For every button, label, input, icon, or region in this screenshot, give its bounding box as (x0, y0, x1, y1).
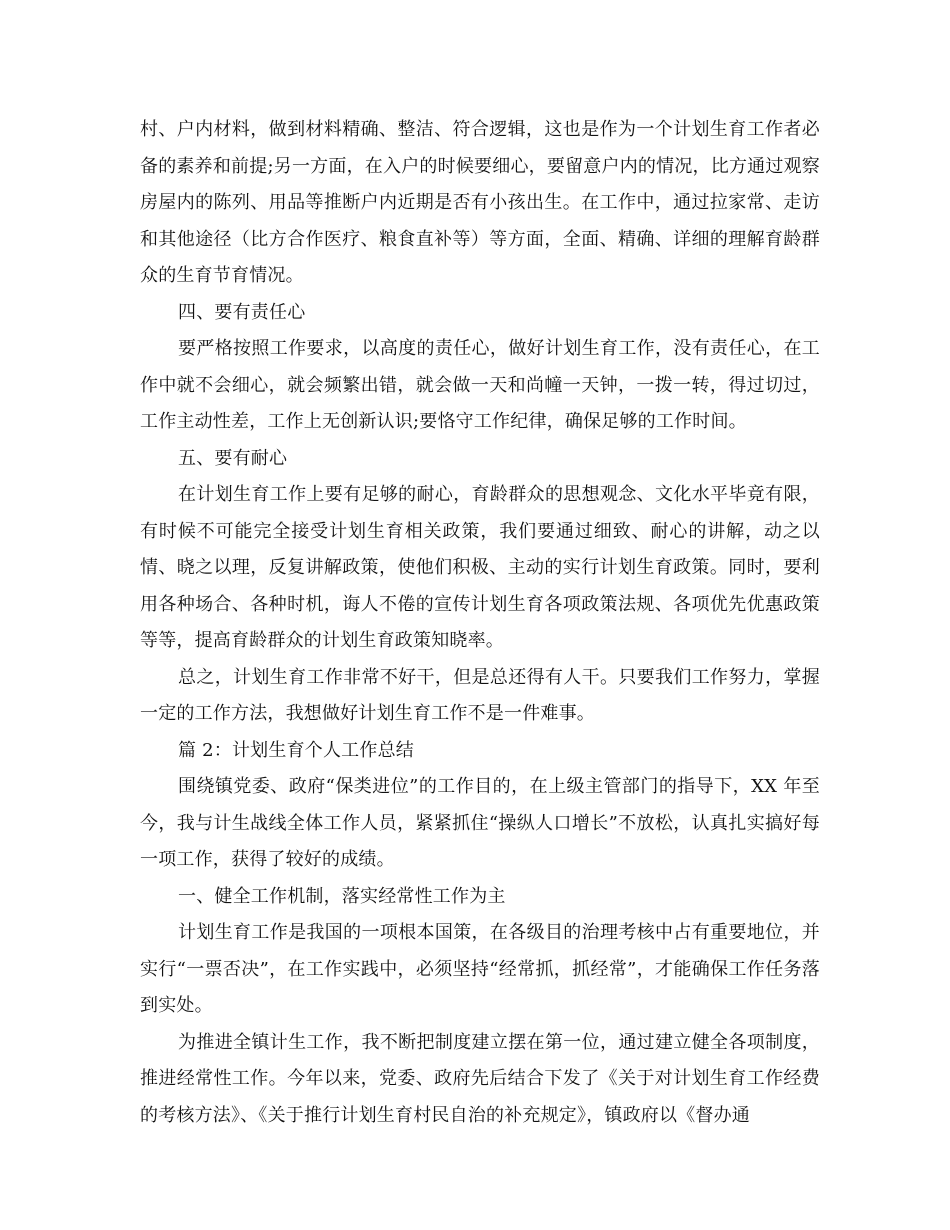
article-title-2: 篇 2：计划生育个人工作总结 (178, 739, 414, 761)
paragraph-3: 在计划生育工作上要有足够的耐心，育龄群众的思想观念、文化水平毕竟有限，有时候不可能完全接受计划生育相关政策，我们要通过细致、耐心的讲解，动之以情、晓之以理，反复讲解政策，使他们积极、主动的实行计划生育政策。同时，要利用各种场合、各种时机，诲人不倦的宣传计划生育各项政策法规、各项优先优惠政策等等，提高育龄群众的计划生育政策知晓率。 (140, 484, 820, 651)
paragraph-2: 要严格按照工作要求，以高度的责任心，做好计划生育工作，没有责任心，在工作中就不会细心，就会频繁出错，就会做一天和尚幢一天钟，一拨一转，得过切过，工作主动性差，工作上无创新认识;要恪守工作纪律，确保足够的工作时间。 (140, 338, 820, 432)
paragraph-1: 村、户内材料，做到材料精确、整洁、符合逻辑，这也是作为一个计划生育工作者必备的素养和前提;另一方面，在入户的时候要细心，要留意户内的情况，比方通过观察房屋内的陈列、用品等推断户内近期是否有小孩出生。在工作中，通过拉家常、走访和其他途径（比方合作医疗、粮食直补等）等方面，全面、精确、详细的理解育龄群众的生育节育情况。 (140, 119, 820, 286)
document-body (140, 112, 820, 1134)
section-heading-4: 四、要有责任心 (178, 301, 306, 323)
paragraph-6: 计划生育工作是我国的一项根本国策，在各级目的治理考核中占有重要地位，并实行“一票否决”，在工作实践中，必须坚持“经常抓，抓经常”，才能确保工作任务落到实处。 (140, 922, 820, 1016)
section-heading-5: 五、要有耐心 (178, 447, 288, 469)
paragraph-4: 总之，计划生育工作非常不好干，但是总还得有人干。只要我们工作努力，掌握一定的工作方法，我想做好计划生育工作不是一件难事。 (140, 666, 820, 724)
paragraph-5: 围绕镇党委、政府“保类进位”的工作目的，在上级主管部门的指导下，XX 年至今，我与计生战线全体工作人员，紧紧抓住“操纵人口增长”不放松，认真扎实搞好每一项工作，获得了较好的成绩。 (140, 776, 820, 870)
section-heading-1: 一、健全工作机制，落实经常性工作为主 (178, 885, 506, 907)
paragraph-7: 为推进全镇计生工作，我不断把制度建立摆在第一位，通过建立健全各项制度，推进经常性工作。今年以来，党委、政府先后结合下发了《关于对计划生育工作经费的考核方法》、《关于推行计划生育村民自治的补充规定》，镇政府以《督办通 (140, 1031, 820, 1126)
